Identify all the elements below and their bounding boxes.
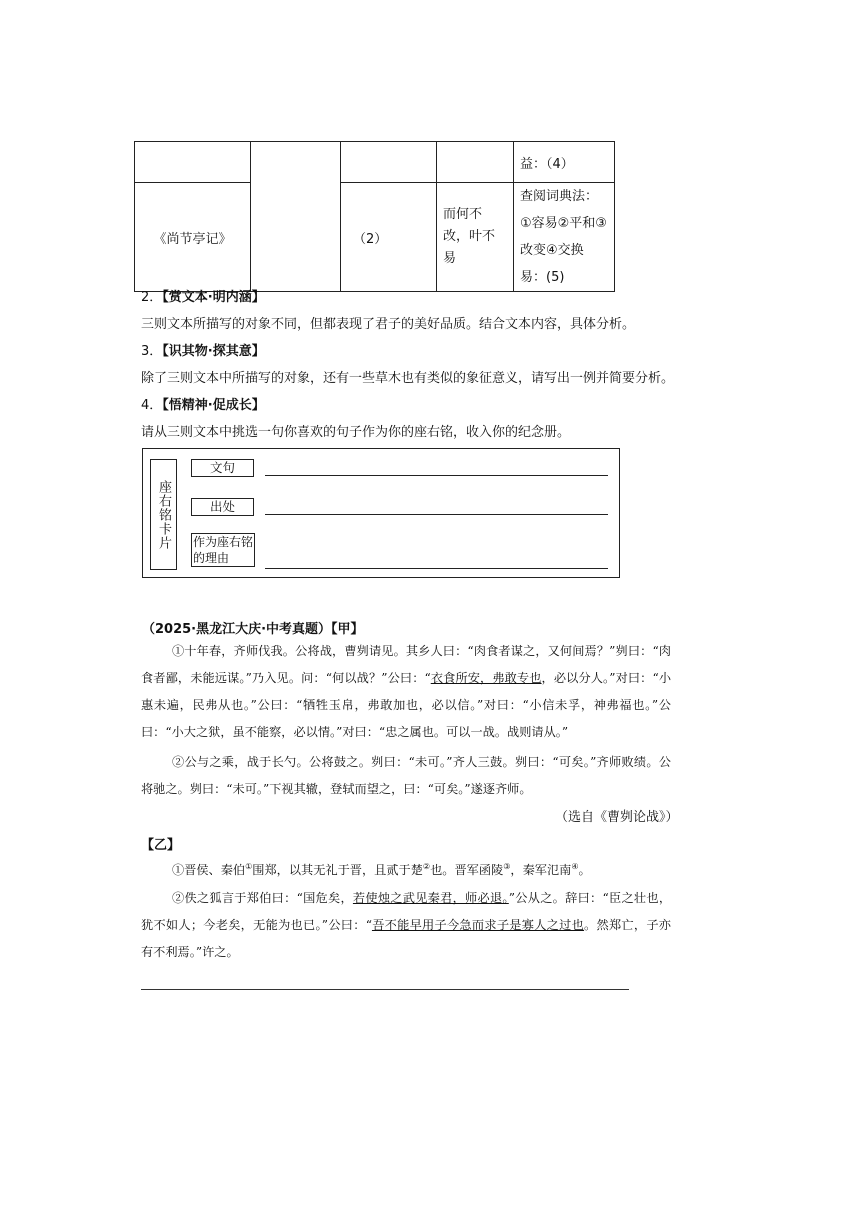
table-cell: （2） — [341, 183, 437, 292]
text-segment: ，必以分人。”对曰：“小惠未遍，民弗从也。”公曰：“牺牲玉帛，弗敢加也，必以信。”对曰：“小信未孚，神弗福也。”公曰：“小大之狱，虽不能察，必以情。”对曰：“忠之属也。可以一战。战则请从。” — [141, 671, 672, 739]
text-segment: ”公从之。辞曰：“臣之壮也，犹不如人；今老矣，无能为也已。”公曰：“ — [141, 891, 672, 932]
passage-jia-p1 — [141, 638, 671, 746]
passage-yi-p1 — [141, 853, 671, 884]
passage-yi-title: 【乙】 — [141, 838, 181, 853]
reading-table — [134, 141, 615, 292]
question-title: 【识其物·探其意】 — [162, 344, 265, 359]
question-title: 【悟精神·促成长】 — [162, 398, 265, 413]
table-cell — [341, 142, 437, 183]
underlined-sentence: 吾不能早用子今急而求子是寡人之过也 — [371, 918, 585, 932]
text-segment: 围郑，以其无礼于晋，且贰于楚 — [252, 863, 423, 878]
question-4-text: 请从三则文本中挑选一句你喜欢的句子作为你的座右铭，收入你的纪念册。 — [141, 425, 571, 440]
table-cell: 而何不改，叶不易 — [437, 183, 514, 292]
underlined-sentence: 衣食所安，弗敢专也 — [430, 671, 542, 685]
table-cell-title: 《尚节亭记》 — [135, 183, 251, 292]
table-cell — [437, 142, 514, 183]
text-segment: 。 — [578, 863, 591, 878]
text-segment: ①晋侯、秦伯 — [172, 863, 246, 878]
table-cell — [135, 142, 251, 183]
motto-card-label: 座右铭卡片 — [150, 459, 177, 570]
footnote-marker: ④ — [571, 862, 579, 871]
answer-line-reason[interactable] — [265, 568, 608, 569]
question-3-heading — [141, 340, 265, 359]
passage-jia-p2: ②公与之乘，战于长勺。公将鼓之。刿曰：“未可。”齐人三鼓。刿曰：“可矣。”齐师败绩。公将驰之。刿曰：“未可。”下视其辙，登轼而望之，曰：“可矣。”遂逐齐师。 — [141, 755, 671, 796]
field-label-reason: 作为座右铭的理由 — [193, 535, 254, 565]
passage-yi-p2 — [141, 885, 671, 966]
answer-line[interactable] — [141, 989, 629, 990]
answer-line-sentence[interactable] — [265, 475, 608, 476]
underlined-sentence: 若使烛之武见秦君，师必退。 — [352, 891, 509, 905]
question-number: 4． — [141, 398, 163, 413]
footnote-marker: ① — [245, 862, 253, 871]
field-label-source: 出处 — [191, 498, 254, 516]
text-segment: ①十年春，齐师伐我。公将战，曹刿请见。其乡人曰：“肉食者谋之，又何间焉？”刿曰：“肉食者鄙，未能远谋。”乃入见。问：“何以战？”公曰：“ — [141, 644, 671, 685]
text-segment: 。然郑亡，子亦有不利焉。”许之。 — [141, 918, 671, 959]
text-segment: 也。晋军函陵 — [430, 863, 504, 878]
question-2-heading — [141, 286, 265, 305]
field-label-sentence: 文句 — [191, 459, 254, 477]
table-cell: 益：（4） — [514, 142, 615, 183]
table-cell: 查阅词典法：①容易②平和③改变④交换易：(5) — [514, 183, 615, 292]
question-4-heading — [141, 394, 265, 413]
question-3-text: 除了三则文本中所描写的对象，还有一些草木也有类似的象征意义，请写出一例并简要分析。 — [141, 371, 675, 386]
answer-line-source[interactable] — [265, 514, 608, 515]
passage-source: （2025·黑龙江大庆·中考真题）【甲】 — [142, 622, 364, 637]
footnote-marker: ② — [422, 862, 431, 871]
question-number: 3． — [141, 344, 163, 359]
question-2-text: 三则文本所描写的对象不同，但都表现了君子的美好品质。结合文本内容，具体分析。 — [141, 317, 636, 332]
jia-citation: （选自《曹刿论战》） — [555, 810, 679, 825]
text-segment: ②佚之狐言于郑伯曰：“国危矣， — [172, 891, 353, 905]
text-segment: ，秦军氾南 — [510, 863, 572, 878]
question-title: 【赏文本·明内涵】 — [162, 290, 265, 305]
footnote-marker: ③ — [503, 862, 511, 871]
table-cell — [251, 142, 341, 292]
question-number: 2． — [141, 290, 163, 305]
